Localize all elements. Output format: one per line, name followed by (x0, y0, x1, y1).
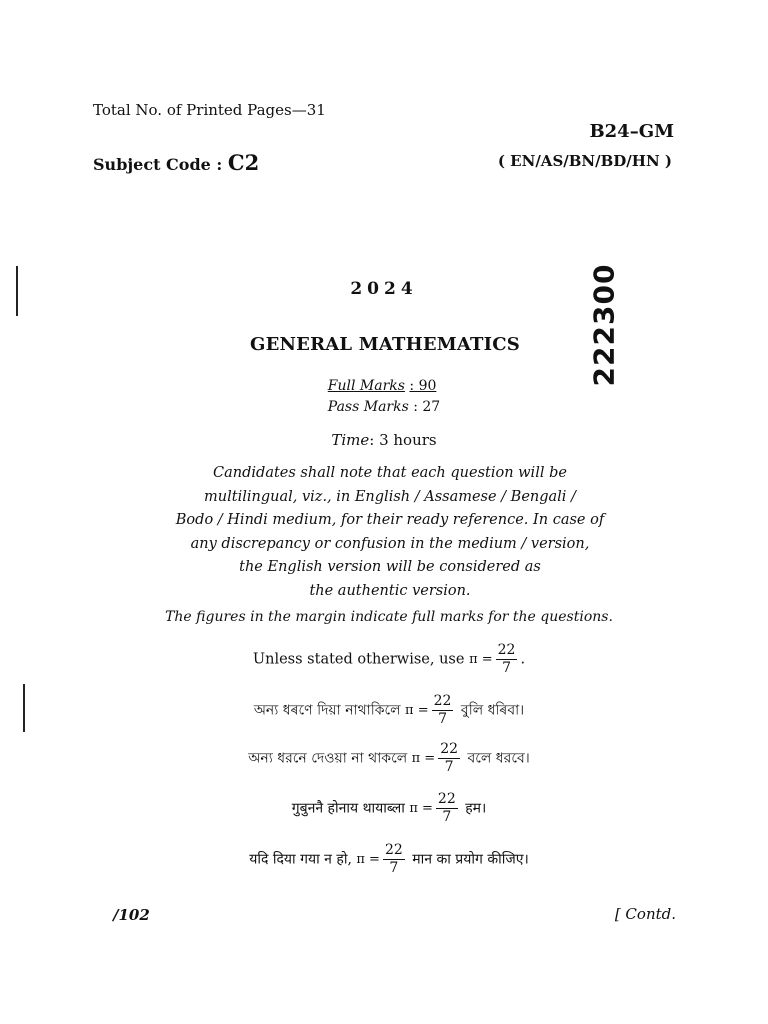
pi-statement-text: गुबुननै होनाय थायाब्ला (291, 800, 405, 817)
pi-formula (356, 842, 407, 877)
pi-statement-text: অন্য ধরনে দেওয়া না থাকলে (248, 750, 408, 767)
pi-statement-bengali (0, 741, 768, 776)
subject-code-label: Subject Code : (93, 155, 223, 174)
pi-formula (405, 693, 456, 728)
pi-statement-text: यदि दिया गया न हो, (249, 851, 352, 868)
subject-title: GENERAL MATHEMATICS (250, 334, 520, 355)
fraction-numerator: 22 (440, 741, 459, 757)
pass-marks-label: Pass Marks (327, 399, 409, 415)
pass-marks (328, 397, 440, 418)
pi-fraction (496, 642, 518, 677)
fraction-denominator: 7 (502, 660, 512, 676)
full-marks (328, 376, 440, 397)
pi-statement-suffix: বলে ধরবে। (467, 750, 530, 767)
fraction-denominator: 7 (389, 860, 399, 876)
continued-text: [ Contd. (614, 905, 676, 923)
full-marks-value: : 90 (409, 378, 437, 394)
time-label: Time (331, 431, 370, 449)
pi-statement-bodo (0, 791, 768, 826)
instruction-line: the authentic version. (309, 582, 471, 599)
instruction-line: Bodo / Hindi medium, for their ready reference. In case of (175, 512, 605, 528)
exam-time (0, 431, 768, 449)
pi-fraction (438, 741, 460, 776)
full-marks-label: Full Marks (327, 378, 405, 394)
marks-block (0, 376, 768, 418)
pi-formula (409, 791, 460, 826)
time-value: : 3 hours (369, 431, 437, 449)
pi-statement-english (0, 642, 768, 677)
fraction-denominator: 7 (444, 759, 454, 775)
medium-codes: ( EN/AS/BN/BD/HN ) (497, 152, 672, 170)
pi-statement-assamese (0, 693, 768, 728)
instruction-line: the English version will be considered as (239, 559, 541, 575)
pi-symbol: π = (411, 751, 436, 766)
pi-statement-suffix: मान का प्रयोग कीजिए। (412, 851, 529, 868)
pi-symbol: π = (469, 652, 493, 667)
scan-margin-mark (23, 684, 25, 732)
pi-statement-text: অন্য ধৰণে দিয়া নাথাকিলে (253, 702, 401, 719)
pi-formula (469, 642, 520, 677)
fraction-numerator: 22 (497, 642, 516, 658)
pi-symbol: π = (356, 852, 380, 867)
multilingual-instructions (160, 462, 620, 603)
pi-statement-suffix: . (520, 651, 526, 668)
instruction-line: Candidates shall note that each question will be (213, 465, 567, 481)
pi-statement-suffix: हम। (465, 800, 487, 817)
pi-statement-hindi (0, 842, 768, 877)
pi-formula (412, 741, 463, 776)
continued-note (615, 905, 676, 923)
margin-marks-note: The figures in the margin indicate full marks for the questions. (165, 609, 613, 625)
page-code: /102 (113, 906, 150, 924)
pass-marks-value: : 27 (413, 399, 441, 415)
pi-fraction (432, 693, 454, 728)
fraction-denominator: 7 (438, 711, 447, 727)
pi-fraction (436, 791, 458, 826)
fraction-numerator: 22 (433, 693, 452, 709)
pi-fraction (383, 842, 405, 877)
fraction-numerator: 22 (437, 791, 456, 807)
total-printed-pages: Total No. of Printed Pages—31 (93, 101, 326, 119)
pi-symbol: π = (405, 703, 429, 718)
pi-symbol: π = (409, 801, 433, 816)
pi-statement-suffix: বুলি ধৰিবা। (460, 702, 525, 719)
fraction-denominator: 7 (442, 809, 452, 825)
fraction-numerator: 22 (384, 842, 403, 858)
serial-number: 222300 (587, 263, 621, 387)
instruction-line: multilingual, viz., in English / Assamese / Bengali / (204, 488, 576, 505)
instruction-line: any discrepancy or confusion in the medium / version, (190, 535, 590, 552)
paper-code: B24–GM (589, 121, 674, 142)
exam-year: 2024 (350, 279, 418, 299)
pi-statement-text: Unless stated otherwise, use (252, 651, 465, 668)
subject-code-value: C2 (227, 150, 260, 175)
subject-code (93, 150, 259, 175)
scan-margin-mark (16, 266, 18, 316)
